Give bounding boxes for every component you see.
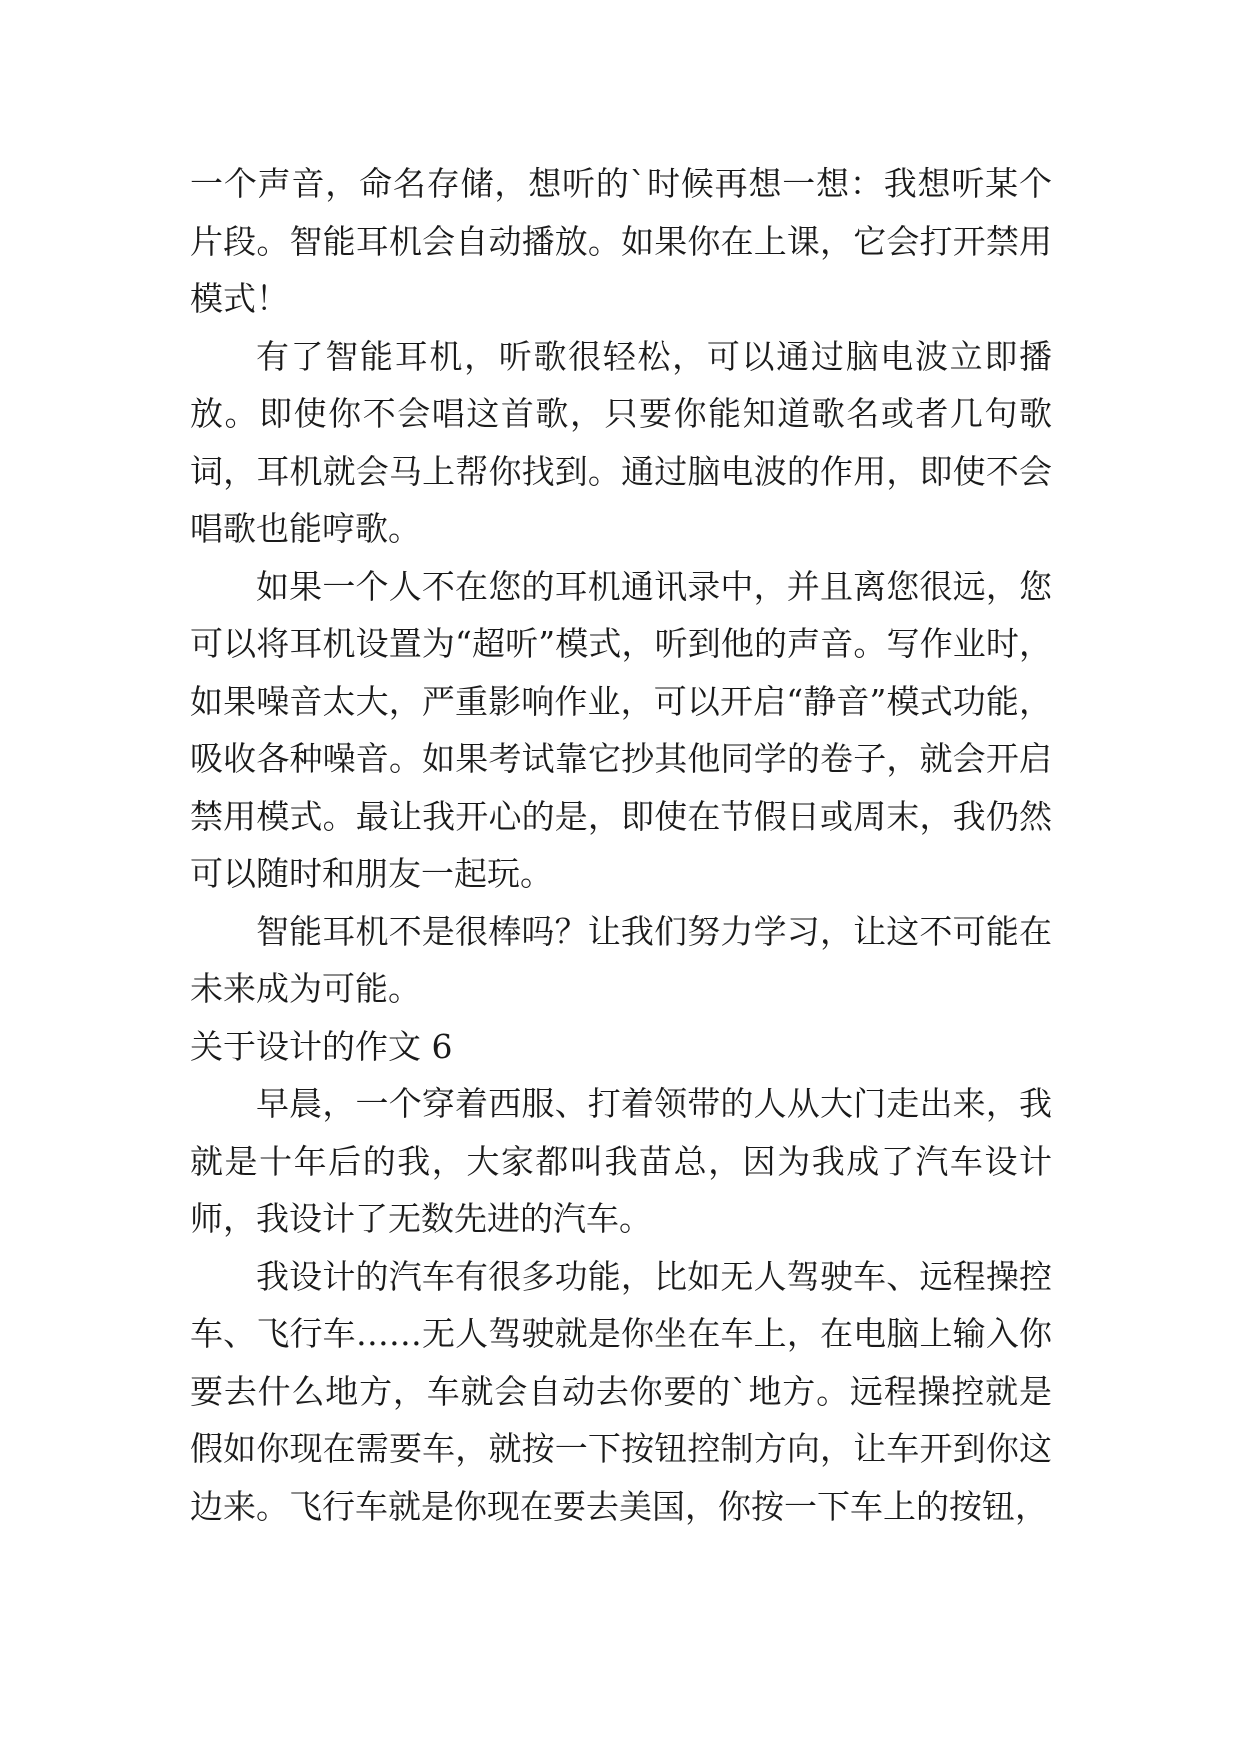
essay-heading: 关于设计的作文 6 (190, 1026, 453, 1066)
paragraph-smart-earphone-music: 有了智能耳机，听歌很轻松，可以通过脑电波立即播放。即使你不会唱这首歌，只要你能知道歌名或者几句歌词，耳机就会马上帮你找到。通过脑电波的作用，即使不会唱歌也能哼歌。 (190, 336, 1052, 548)
document-body (190, 155, 1052, 1535)
paragraph-continuation: 一个声音，命名存储，想听的`时候再想一想：我想听某个片段。智能耳机会自动播放。如果你在上课，它会打开禁用模式！ (190, 164, 1052, 318)
paragraph-car-designer-intro: 早晨，一个穿着西服、打着领带的人从大门走出来，我就是十年后的我，大家都叫我苗总，因为我成了汽车设计师，我设计了无数先进的汽车。 (190, 1084, 1052, 1238)
paragraph-car-functions: 我设计的汽车有很多功能，比如无人驾驶车、远程操控车、飞行车……无人驾驶就是你坐在车上，在电脑上输入你要去什么地方，车就会自动去你要的`地方。远程操控就是假如你现在需要车，就按一下按钮控制方向，让车开到你这边来。飞行车就是你现在要去美国，你按一下车上的按钮， (190, 1256, 1052, 1526)
paragraph-smart-earphone-modes: 如果一个人不在您的耳机通讯录中，并且离您很远，您可以将耳机设置为“超听”模式，听到他的声音。写作业时，如果噪音太大，严重影响作业，可以开启“静音”模式功能，吸收各种噪音。如果考试靠它抄其他同学的卷子，就会开启禁用模式。最让我开心的是，即使在节假日或周末，我仍然可以随时和朋友一起玩。 (190, 566, 1052, 893)
paragraph-smart-earphone-conclusion: 智能耳机不是很棒吗？让我们努力学习，让这不可能在未来成为可能。 (190, 911, 1052, 1008)
